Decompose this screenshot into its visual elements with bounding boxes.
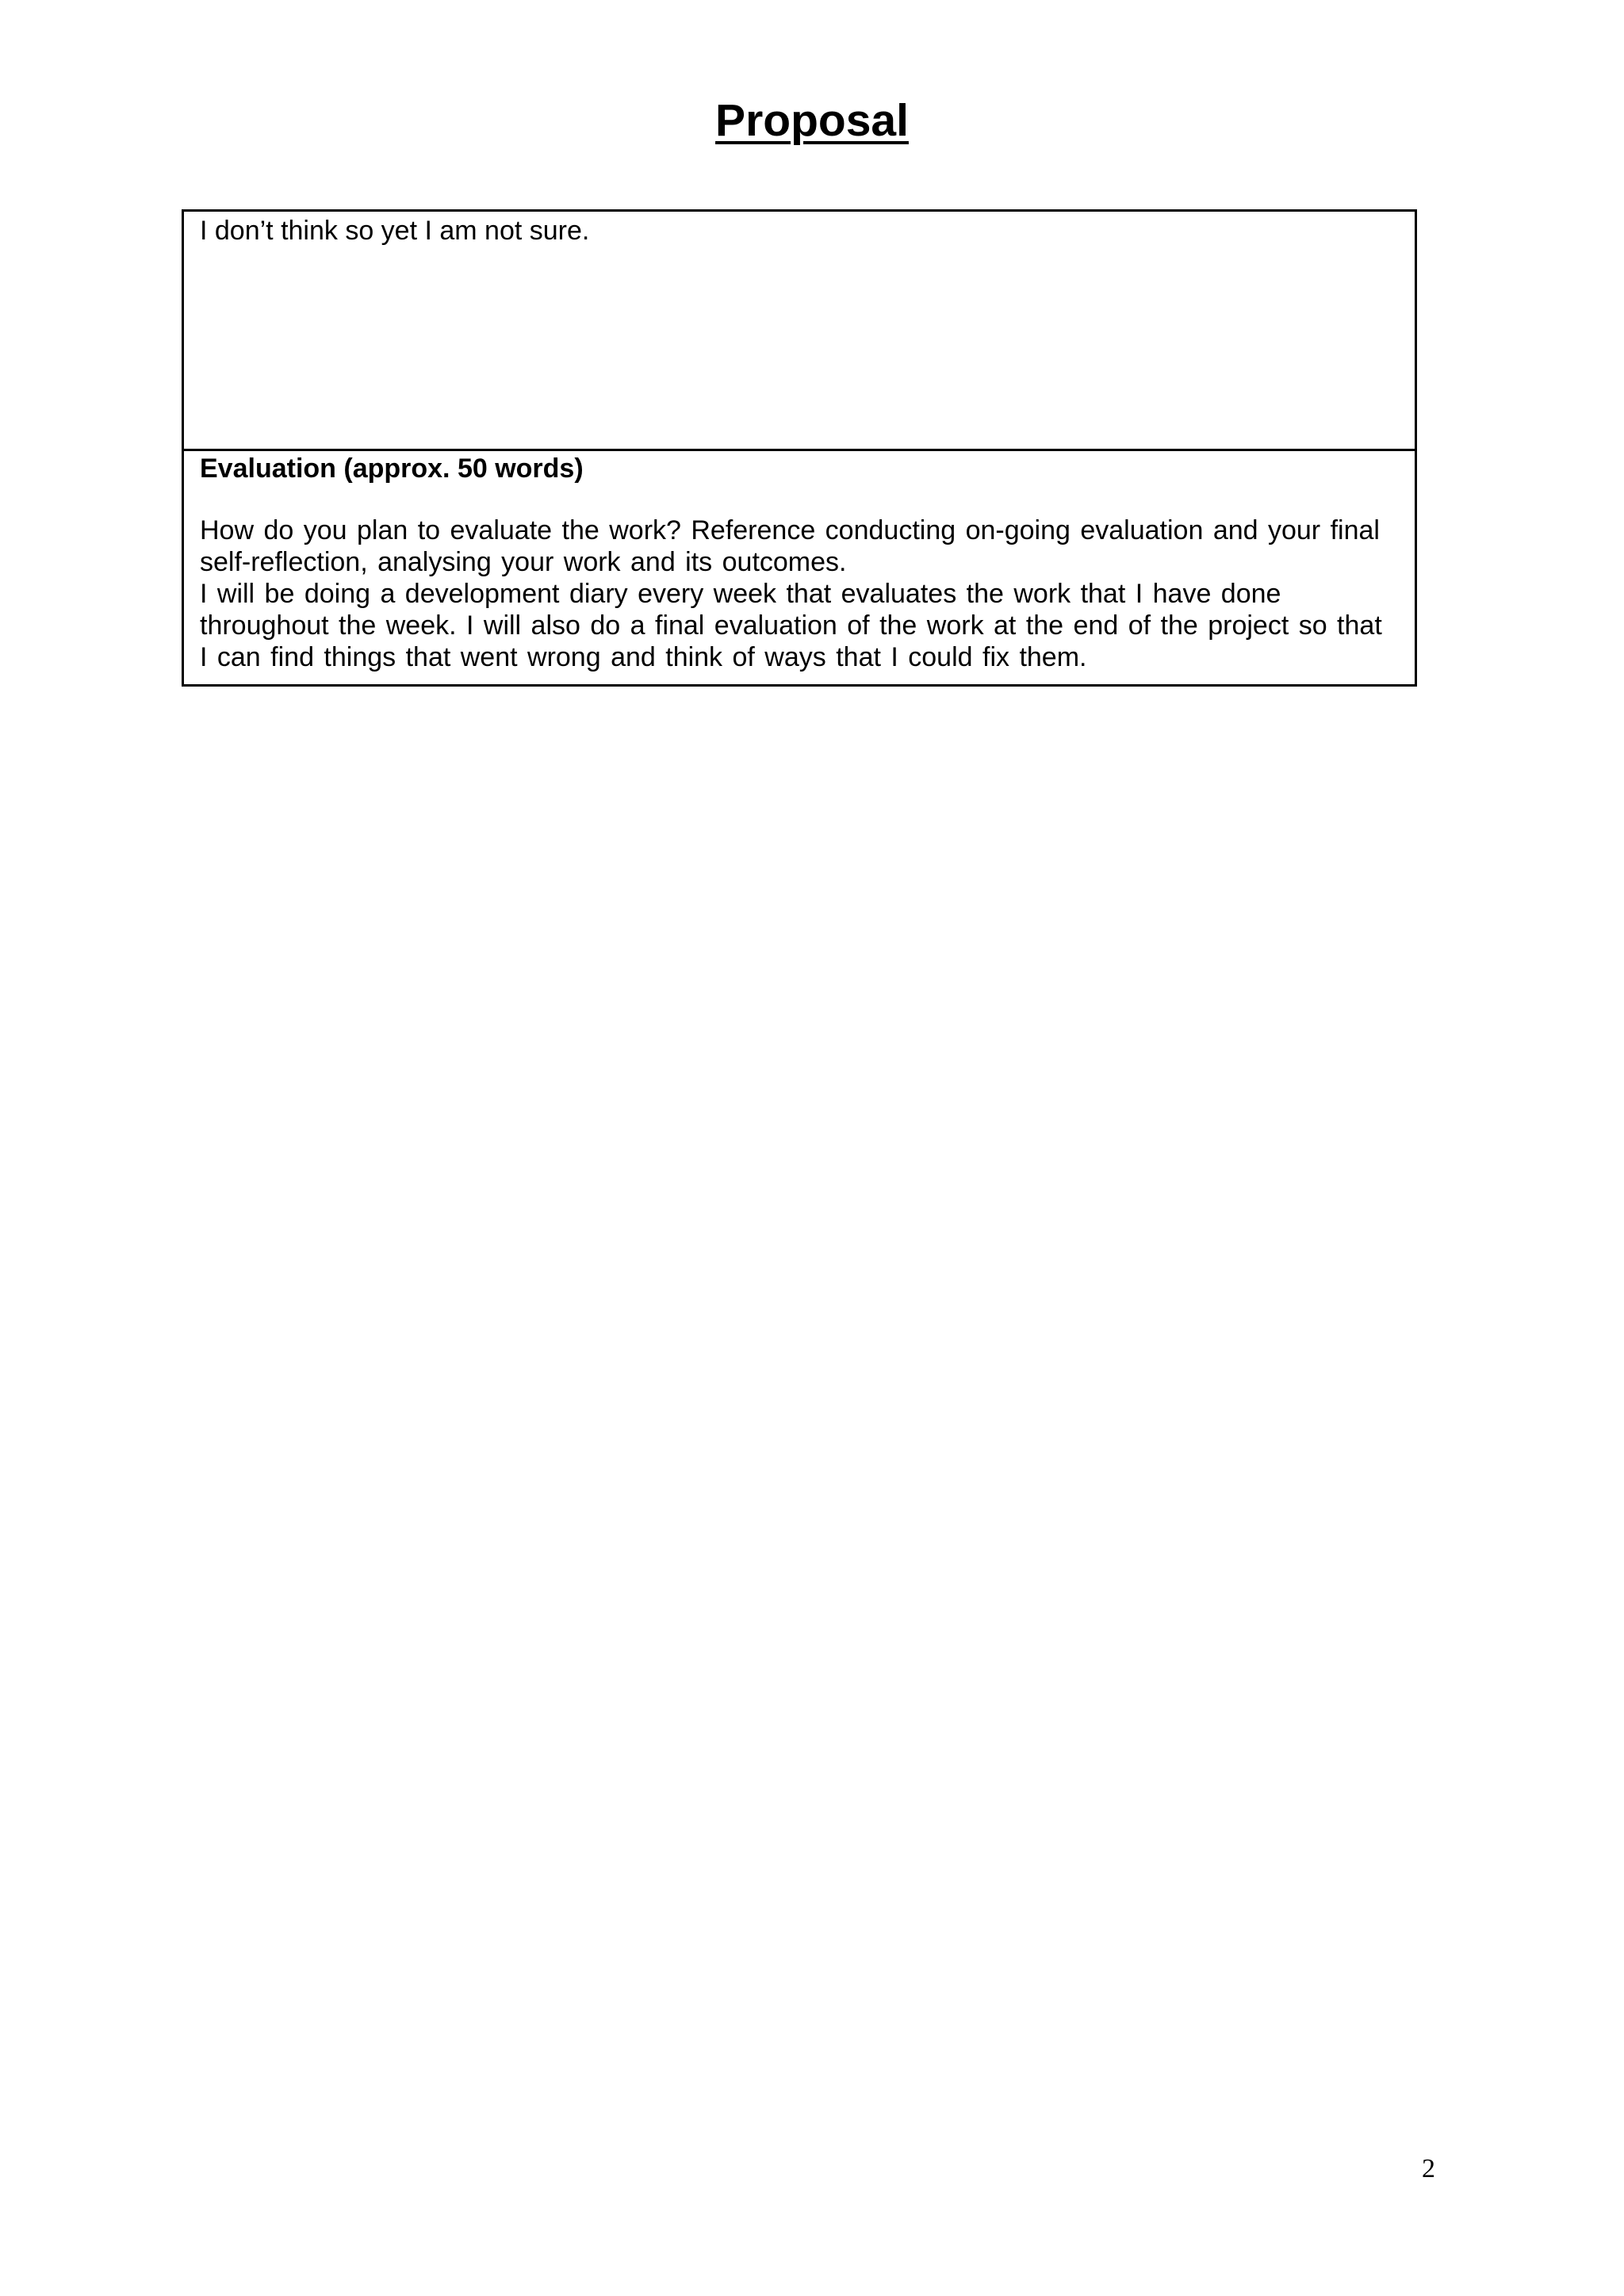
answer-text: I don’t think so yet I am not sure. [200,216,590,246]
answer-cell [184,212,1415,451]
page-number: 2 [1422,2154,1435,2183]
proposal-form-table [182,209,1417,687]
evaluation-cell [184,451,1415,684]
evaluation-prompt: How do you plan to evaluate the work? Reference conducting on-going evaluation and your final self-reflection, analysing your work and its outcomes. [200,515,1380,577]
evaluation-heading: Evaluation (approx. 50 words) [200,453,584,484]
evaluation-response: I will be doing a development diary every week that evaluates the work that I have done throughout the week. I will also do a final evaluation of the work at the end of the project so that I can find things that went wrong and think of ways that I could fix them. [200,579,1382,672]
page-title: Proposal [715,95,909,146]
